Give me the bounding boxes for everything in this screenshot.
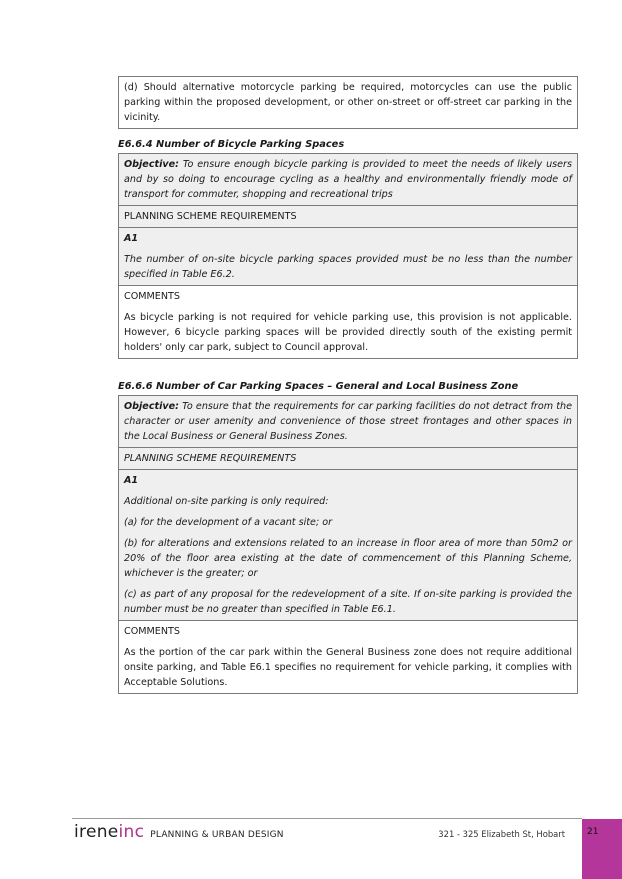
car-a1-intro: Additional on-site parking is only required: bbox=[124, 496, 329, 507]
car-a1-item-a: (a) for the development of a vacant site; or bbox=[124, 517, 333, 528]
bicycle-objective bbox=[124, 157, 572, 202]
car-requirements-table bbox=[118, 395, 578, 694]
motorcycle-parking-box bbox=[118, 76, 578, 129]
car-section-heading: E6.6.6 Number of Car Parking Spaces – General and Local Business Zone bbox=[118, 381, 519, 392]
footer-address: 321 - 325 Elizabeth St, Hobart bbox=[438, 829, 565, 839]
company-logo bbox=[74, 822, 284, 842]
bicycle-requirements-table bbox=[118, 153, 578, 359]
bicycle-section-heading: E6.6.4 Number of Bicycle Parking Spaces bbox=[118, 139, 345, 150]
logo-inc-text: inc bbox=[118, 822, 145, 842]
logo-tagline: PLANNING & URBAN DESIGN bbox=[150, 830, 284, 840]
motorcycle-parking-text: (d) Should alternative motorcycle parking be required, motorcycles can use the public parking within the proposed development, or other on-street or off-street car parking in the vicinity. bbox=[124, 82, 572, 123]
car-a1-item-b: (b) for alterations and extensions related to an increase in floor area of more than 50m2 or 20% of the floor area existing at the date of commencement of this Planning Scheme, whichever is the greater; or bbox=[124, 538, 572, 579]
bicycle-comments-header-row bbox=[119, 285, 577, 358]
car-requirements-header-row bbox=[119, 447, 577, 469]
page-number: 21 bbox=[587, 827, 599, 837]
bicycle-a1-row bbox=[119, 227, 577, 285]
car-comments-header: COMMENTS bbox=[124, 626, 180, 637]
car-requirements-header: PLANNING SCHEME REQUIREMENTS bbox=[124, 453, 297, 464]
motorcycle-parking-row bbox=[119, 77, 577, 128]
car-comments-row bbox=[119, 620, 577, 693]
car-objective-row bbox=[119, 396, 577, 447]
car-a1-label: A1 bbox=[124, 475, 139, 486]
car-a1-row bbox=[119, 469, 577, 620]
logo-irene-text: irene bbox=[74, 822, 119, 842]
bicycle-objective-label: Objective: bbox=[124, 159, 179, 170]
bicycle-comments-text: As bicycle parking is not required for vehicle parking use, this provision is not applicable. However, 6 bicycle parking spaces will be provided directly south of the existing permit holders' only car park, subject to Council approval. bbox=[124, 312, 572, 353]
bicycle-comments-header: COMMENTS bbox=[124, 291, 180, 302]
bicycle-requirements-header: PLANNING SCHEME REQUIREMENTS bbox=[124, 211, 297, 222]
footer-divider bbox=[72, 818, 582, 819]
bicycle-a1-text: The number of on-site bicycle parking spaces provided must be no less than the number specified in Table E6.2. bbox=[124, 254, 572, 280]
car-a1-item-c: (c) as part of any proposal for the redevelopment of a site. If on-site parking is provided the number must be no greater than specified in Table E6.1. bbox=[124, 589, 572, 615]
bicycle-objective-row bbox=[119, 154, 577, 205]
bicycle-a1-label: A1 bbox=[124, 233, 139, 244]
bicycle-objective-text: To ensure enough bicycle parking is provided to meet the needs of likely users and by so doing to encourage cycling as a healthy and environmentally friendly mode of transport for commuter, shopping and recreational trips bbox=[124, 159, 572, 200]
bicycle-requirements-header-row bbox=[119, 205, 577, 227]
car-objective-label: Objective: bbox=[124, 401, 179, 412]
car-comments-text: As the portion of the car park within the General Business zone does not require additional onsite parking, and Table E6.1 specifies no requirement for vehicle parking, it complies with Acceptable Solutions. bbox=[124, 647, 572, 688]
car-objective bbox=[124, 399, 572, 444]
page-number-tab bbox=[582, 819, 622, 879]
car-objective-text: To ensure that the requirements for car parking facilities do not detract from the character or user amenity and convenience of those street frontages and other spaces in the Local Business or General Business Zones. bbox=[124, 401, 572, 442]
